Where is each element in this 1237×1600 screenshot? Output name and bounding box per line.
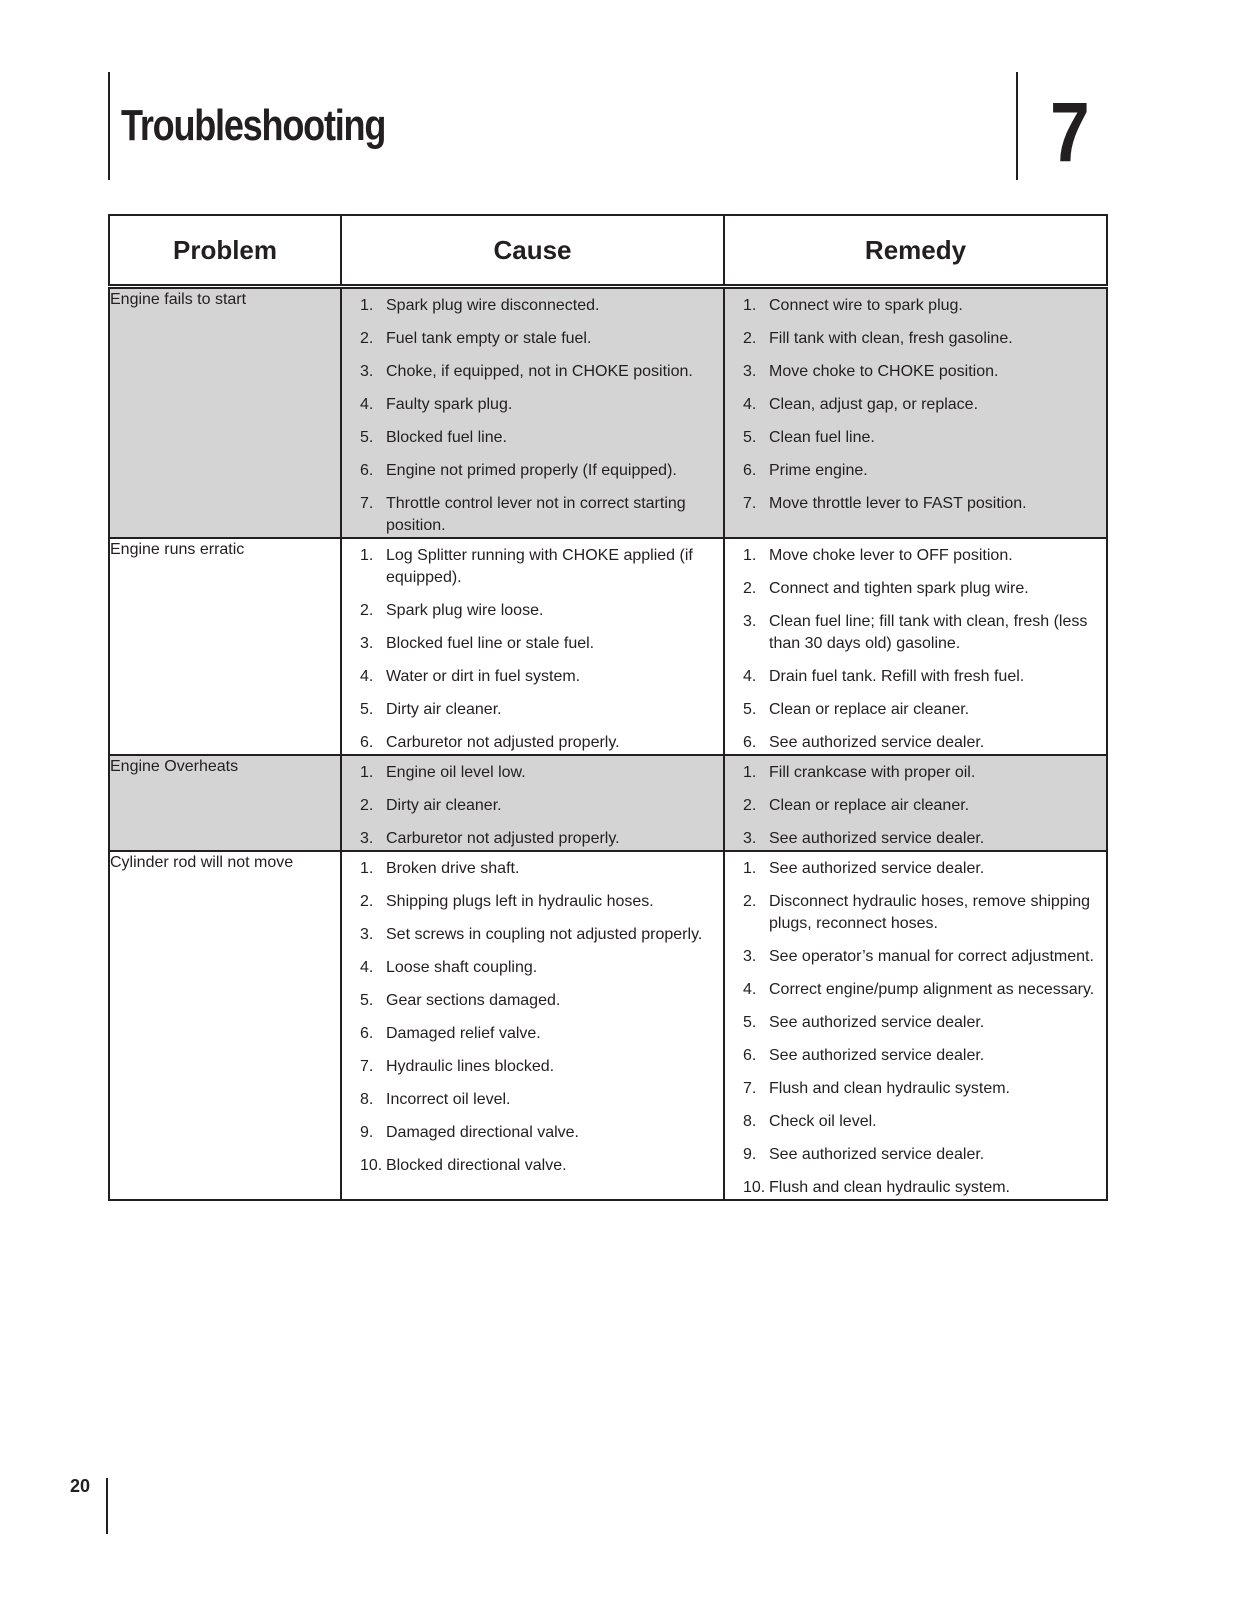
item-text: Disconnect hydraulic hoses, remove shipping plugs, reconnect hoses. xyxy=(769,893,1091,932)
item-number: 1. xyxy=(360,297,374,314)
cause-item xyxy=(360,460,717,482)
item-text: Set screws in coupling not adjusted properly. xyxy=(386,926,703,943)
cause-list xyxy=(342,289,723,537)
item-number: 4. xyxy=(743,668,757,685)
cause-item xyxy=(360,699,717,721)
item-text: Broken drive shaft. xyxy=(386,860,520,877)
item-text: Shipping plugs left in hydraulic hoses. xyxy=(386,893,654,910)
remedy-cell xyxy=(724,851,1107,1200)
remedy-item xyxy=(743,762,1100,784)
table-row xyxy=(109,538,1107,755)
remedy-item xyxy=(743,1012,1100,1034)
cause-item xyxy=(360,666,717,688)
header-rule-left xyxy=(108,72,110,180)
item-number: 7. xyxy=(743,495,757,512)
cause-item xyxy=(360,990,717,1012)
item-number: 4. xyxy=(743,981,757,998)
item-number: 2. xyxy=(360,330,374,347)
column-header-problem: Problem xyxy=(109,215,341,287)
item-number: 4. xyxy=(743,396,757,413)
remedy-item xyxy=(743,795,1100,817)
remedy-item xyxy=(743,858,1100,880)
item-number: 2. xyxy=(743,580,757,597)
remedy-item xyxy=(743,1144,1100,1166)
cause-item xyxy=(360,1122,717,1144)
item-number: 5. xyxy=(743,429,757,446)
cause-list xyxy=(342,539,723,754)
item-number: 1. xyxy=(360,860,374,877)
cause-item xyxy=(360,493,717,537)
item-number: 4. xyxy=(360,959,374,976)
cause-list xyxy=(342,852,723,1177)
item-text: Gear sections damaged. xyxy=(386,992,561,1009)
remedy-cell xyxy=(724,538,1107,755)
item-text: Fill tank with clean, fresh gasoline. xyxy=(769,330,1013,347)
item-number: 4. xyxy=(360,668,374,685)
cause-item xyxy=(360,1056,717,1078)
item-text: Incorrect oil level. xyxy=(386,1091,511,1108)
item-text: Fuel tank empty or stale fuel. xyxy=(386,330,592,347)
cause-cell xyxy=(341,755,724,851)
item-number: 2. xyxy=(360,893,374,910)
cause-item xyxy=(360,328,717,350)
item-text: See operator’s manual for correct adjustment. xyxy=(769,948,1094,965)
cause-item xyxy=(360,858,717,880)
item-number: 10. xyxy=(360,1157,383,1174)
item-text: Carburetor not adjusted properly. xyxy=(386,830,620,847)
item-text: Dirty air cleaner. xyxy=(386,701,502,718)
item-number: 3. xyxy=(743,613,757,630)
item-text: Fill crankcase with proper oil. xyxy=(769,764,976,781)
item-text: Clean or replace air cleaner. xyxy=(769,701,970,718)
item-number: 2. xyxy=(360,602,374,619)
item-text: Move throttle lever to FAST position. xyxy=(769,495,1027,512)
cause-item xyxy=(360,1155,717,1177)
remedy-item xyxy=(743,1111,1100,1133)
item-number: 10. xyxy=(743,1179,766,1196)
item-text: Move choke to CHOKE position. xyxy=(769,363,999,380)
remedy-item xyxy=(743,666,1100,688)
remedy-item xyxy=(743,460,1100,482)
cause-item xyxy=(360,600,717,622)
remedy-item xyxy=(743,328,1100,350)
item-number: 2. xyxy=(743,797,757,814)
remedy-item xyxy=(743,1045,1100,1067)
remedy-item xyxy=(743,578,1100,600)
remedy-item xyxy=(743,1177,1100,1199)
item-text: Clean or replace air cleaner. xyxy=(769,797,970,814)
chapter-number: 7 xyxy=(1050,85,1090,179)
item-text: Correct engine/pump alignment as necessary. xyxy=(769,981,1095,998)
item-text: Damaged directional valve. xyxy=(386,1124,579,1141)
item-text: Connect wire to spark plug. xyxy=(769,297,963,314)
cause-item xyxy=(360,957,717,979)
item-number: 8. xyxy=(743,1113,757,1130)
item-text: See authorized service dealer. xyxy=(769,1014,985,1031)
remedy-item xyxy=(743,979,1100,1001)
item-text: Blocked fuel line or stale fuel. xyxy=(386,635,595,652)
item-number: 3. xyxy=(360,363,374,380)
item-number: 4. xyxy=(360,396,374,413)
item-number: 3. xyxy=(743,363,757,380)
cause-list xyxy=(342,756,723,850)
item-number: 3. xyxy=(360,635,374,652)
remedy-list xyxy=(725,539,1106,754)
cause-item xyxy=(360,828,717,850)
problem-cell: Cylinder rod will not move xyxy=(109,851,341,1200)
table-body xyxy=(109,287,1107,1201)
cause-item xyxy=(360,795,717,817)
remedy-list xyxy=(725,756,1106,850)
cause-item xyxy=(360,891,717,913)
remedy-item xyxy=(743,394,1100,416)
item-number: 3. xyxy=(743,830,757,847)
cause-item xyxy=(360,427,717,449)
item-text: Dirty air cleaner. xyxy=(386,797,502,814)
item-number: 5. xyxy=(743,701,757,718)
item-number: 1. xyxy=(360,547,374,564)
item-number: 6. xyxy=(360,1025,374,1042)
table-row xyxy=(109,287,1107,539)
remedy-cell xyxy=(724,755,1107,851)
item-number: 1. xyxy=(743,297,757,314)
item-text: Flush and clean hydraulic system. xyxy=(769,1080,1010,1097)
item-number: 2. xyxy=(360,797,374,814)
table-row xyxy=(109,755,1107,851)
item-text: Clean fuel line; fill tank with clean, fresh (less than 30 days old) gasoline. xyxy=(769,613,1088,652)
item-number: 5. xyxy=(743,1014,757,1031)
cause-cell xyxy=(341,287,724,539)
item-number: 6. xyxy=(743,734,757,751)
cause-item xyxy=(360,394,717,416)
item-text: Blocked fuel line. xyxy=(386,429,507,446)
item-number: 5. xyxy=(360,701,374,718)
item-text: Carburetor not adjusted properly. xyxy=(386,734,620,751)
item-text: Drain fuel tank. Refill with fresh fuel. xyxy=(769,668,1025,685)
remedy-item xyxy=(743,545,1100,567)
remedy-cell xyxy=(724,287,1107,539)
item-text: See authorized service dealer. xyxy=(769,830,985,847)
item-text: Throttle control lever not in correct starting position. xyxy=(386,495,686,534)
item-text: Flush and clean hydraulic system. xyxy=(769,1179,1010,1196)
cause-cell xyxy=(341,538,724,755)
item-text: Move choke lever to OFF position. xyxy=(769,547,1013,564)
item-text: Faulty spark plug. xyxy=(386,396,513,413)
remedy-item xyxy=(743,427,1100,449)
cause-cell xyxy=(341,851,724,1200)
remedy-item xyxy=(743,732,1100,754)
item-number: 9. xyxy=(743,1146,757,1163)
remedy-item xyxy=(743,891,1100,935)
remedy-list xyxy=(725,852,1106,1199)
item-number: 1. xyxy=(743,547,757,564)
item-text: Connect and tighten spark plug wire. xyxy=(769,580,1029,597)
problem-cell: Engine fails to start xyxy=(109,287,341,539)
troubleshooting-table xyxy=(108,214,1108,1201)
item-text: Damaged relief valve. xyxy=(386,1025,541,1042)
item-text: Prime engine. xyxy=(769,462,868,479)
remedy-item xyxy=(743,828,1100,850)
item-text: Clean, adjust gap, or replace. xyxy=(769,396,979,413)
cause-item xyxy=(360,1089,717,1111)
item-number: 6. xyxy=(743,1047,757,1064)
item-number: 6. xyxy=(360,462,374,479)
item-text: Log Splitter running with CHOKE applied (if equipped). xyxy=(386,547,693,586)
item-text: See authorized service dealer. xyxy=(769,734,985,751)
remedy-item xyxy=(743,295,1100,317)
item-text: See authorized service dealer. xyxy=(769,1146,985,1163)
problem-cell: Engine Overheats xyxy=(109,755,341,851)
item-number: 6. xyxy=(743,462,757,479)
remedy-list xyxy=(725,289,1106,515)
item-text: See authorized service dealer. xyxy=(769,1047,985,1064)
item-number: 7. xyxy=(360,495,374,512)
cause-item xyxy=(360,924,717,946)
item-text: Blocked directional valve. xyxy=(386,1157,567,1174)
item-text: Check oil level. xyxy=(769,1113,877,1130)
item-number: 1. xyxy=(743,764,757,781)
item-text: Clean fuel line. xyxy=(769,429,875,446)
problem-cell: Engine runs erratic xyxy=(109,538,341,755)
item-number: 3. xyxy=(743,948,757,965)
remedy-item xyxy=(743,946,1100,968)
table-row xyxy=(109,851,1107,1200)
cause-item xyxy=(360,361,717,383)
item-number: 7. xyxy=(360,1058,374,1075)
item-text: Spark plug wire disconnected. xyxy=(386,297,600,314)
remedy-item xyxy=(743,611,1100,655)
item-number: 7. xyxy=(743,1080,757,1097)
item-number: 9. xyxy=(360,1124,374,1141)
item-number: 2. xyxy=(743,330,757,347)
remedy-item xyxy=(743,361,1100,383)
header-rule-right xyxy=(1016,72,1018,180)
item-text: Loose shaft coupling. xyxy=(386,959,538,976)
item-text: See authorized service dealer. xyxy=(769,860,985,877)
item-number: 3. xyxy=(360,926,374,943)
item-number: 8. xyxy=(360,1091,374,1108)
cause-item xyxy=(360,732,717,754)
cause-item xyxy=(360,545,717,589)
item-text: Choke, if equipped, not in CHOKE position. xyxy=(386,363,693,380)
item-number: 3. xyxy=(360,830,374,847)
cause-item xyxy=(360,762,717,784)
cause-item xyxy=(360,295,717,317)
item-text: Hydraulic lines blocked. xyxy=(386,1058,555,1075)
remedy-item xyxy=(743,699,1100,721)
page-number: 20 xyxy=(70,1476,91,1496)
column-header-cause: Cause xyxy=(341,215,724,287)
cause-item xyxy=(360,633,717,655)
column-header-remedy: Remedy xyxy=(724,215,1107,287)
page-header xyxy=(0,0,1237,200)
item-number: 2. xyxy=(743,893,757,910)
item-text: Water or dirt in fuel system. xyxy=(386,668,581,685)
footer-rule xyxy=(106,1478,108,1534)
table-header-row xyxy=(109,215,1107,287)
item-number: 6. xyxy=(360,734,374,751)
remedy-item xyxy=(743,493,1100,515)
item-number: 5. xyxy=(360,992,374,1009)
item-number: 1. xyxy=(743,860,757,877)
item-number: 5. xyxy=(360,429,374,446)
item-text: Engine not primed properly (If equipped). xyxy=(386,462,677,479)
item-text: Engine oil level low. xyxy=(386,764,526,781)
cause-item xyxy=(360,1023,717,1045)
page-title: Troubleshooting xyxy=(121,101,386,150)
item-text: Spark plug wire loose. xyxy=(386,602,544,619)
remedy-item xyxy=(743,1078,1100,1100)
item-number: 1. xyxy=(360,764,374,781)
